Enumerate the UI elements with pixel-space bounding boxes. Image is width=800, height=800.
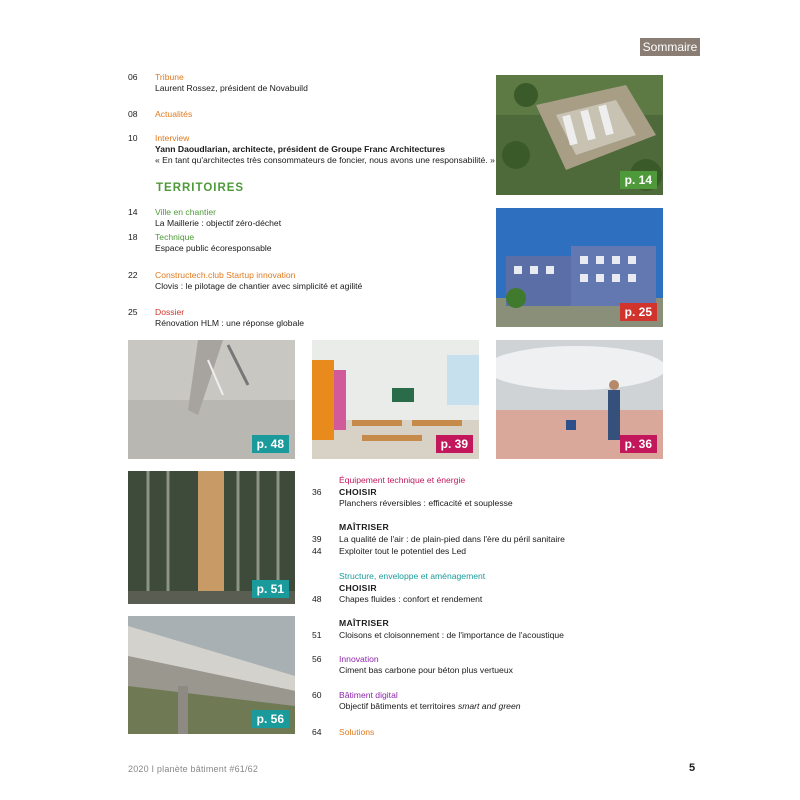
category-label: Constructech.club Startup innovation [155,270,296,280]
photo-ciment-bas-carbone[interactable] [128,616,295,734]
entry-title: Espace public écoresponsable [155,243,272,253]
section-tag-sommaire: Sommaire [640,38,700,56]
entry-title: Planchers réversibles : efficacité et souplesse [339,498,513,508]
page-badge-25: p. 25 [620,303,657,321]
page-number: 56 [312,654,322,664]
page-number: 64 [312,727,322,737]
photo-cloisons[interactable] [128,471,295,604]
entry-title: Yann Daoudlarian, architecte, président de Groupe Franc Architectures [155,144,446,154]
entry-title-emphasis: smart and green [457,701,521,711]
page-badge-39: p. 39 [436,435,473,453]
entry-title: Chapes fluides : confort et rendement [339,594,483,604]
photo-classroom[interactable] [312,340,479,459]
entry-title: Exploiter tout le potentiel des Led [339,546,467,556]
category-label: Structure, enveloppe et aménagement [339,571,486,581]
page-badge-14: p. 14 [620,171,657,189]
entry-title: La Maillerie : objectif zéro-déchet [155,218,282,228]
entry-title [339,701,521,712]
entry-title: Clovis : le pilotage de chantier avec simplicité et agilité [155,281,363,291]
subsection-maitriser: MAÎTRISER [339,618,389,628]
entry-title: Rénovation HLM : une réponse globale [155,318,305,328]
entry-title-text: Objectif bâtiments et territoires [339,701,458,711]
page-badge-48: p. 48 [252,435,289,453]
entry-title: Ciment bas carbone pour béton plus vertueux [339,665,513,675]
photo-chape-fluide[interactable] [128,340,295,459]
subsection-choisir: CHOISIR [339,487,377,497]
page-number: 39 [312,534,322,544]
page-number: 06 [128,72,138,82]
footer-publication: 2020 I planète bâtiment #61/62 [128,764,259,774]
category-label: Actualités [155,109,193,119]
photo-aerial-la-maillerie[interactable] [496,75,663,195]
entry-title: Cloisons et cloisonnement : de l'importance de l'acoustique [339,630,564,640]
category-label: Interview [155,133,190,143]
category-label: Innovation [339,654,379,664]
category-label: Équipement technique et énergie [339,475,466,485]
page-number: 36 [312,487,322,497]
subsection-maitriser: MAÎTRISER [339,522,389,532]
category-label: Solutions [339,727,375,737]
photo-plancher-reversible[interactable] [496,340,663,459]
category-label: Ville en chantier [155,207,216,217]
page-badge-56: p. 56 [252,710,289,728]
page-number: 18 [128,232,138,242]
page-number: 10 [128,133,138,143]
entry-title: Laurent Rossez, président de Novabuild [155,83,308,93]
category-label: Dossier [155,307,185,317]
page-badge-51: p. 51 [252,580,289,598]
category-label: Tribune [155,72,184,82]
photo-renovation-hlm[interactable] [496,208,663,327]
page-number: 60 [312,690,322,700]
page-number: 48 [312,594,322,604]
page-number: 51 [312,630,322,640]
page-number: 14 [128,207,138,217]
page-number: 22 [128,270,138,280]
entry-title: La qualité de l'air : de plain-pied dans l'ère du péril sanitaire [339,534,565,544]
section-title-territoires: TERRITOIRES [156,182,245,194]
entry-quote: « En tant qu'architectes très consommateurs de foncier, nous avons une responsabilité. » [155,155,495,165]
category-label: Bâtiment digital [339,690,398,700]
page-number-footer: 5 [689,762,696,774]
category-label: Technique [155,232,195,242]
page-number: 08 [128,109,138,119]
page-badge-36: p. 36 [620,435,657,453]
subsection-choisir: CHOISIR [339,583,377,593]
page-number: 44 [312,546,322,556]
page-number: 25 [128,307,138,317]
